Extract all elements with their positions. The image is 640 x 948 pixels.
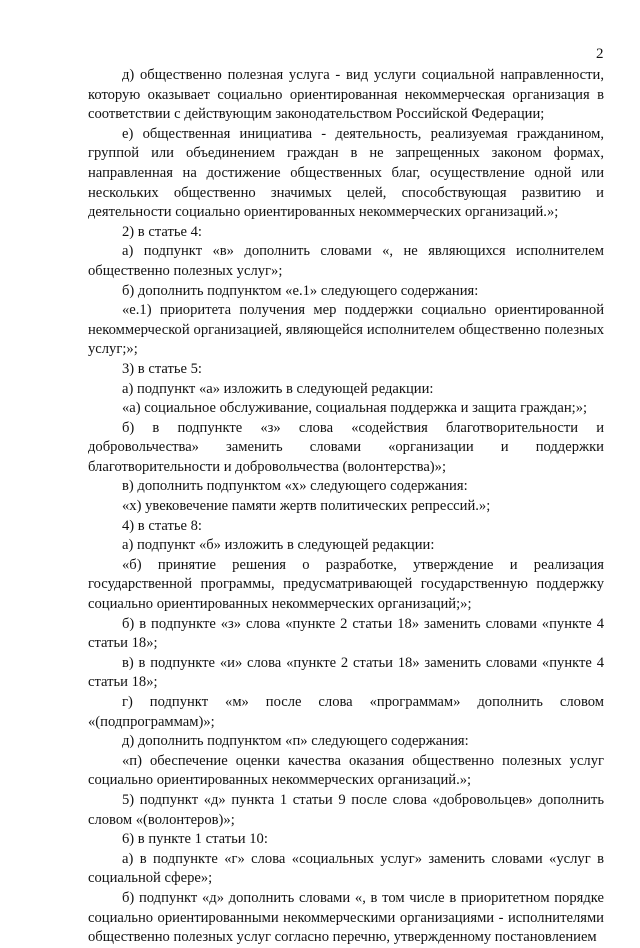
paragraph: «х) увековечение памяти жертв политических репрессий.»; bbox=[122, 498, 491, 515]
document-body bbox=[88, 66, 604, 948]
paragraph: 3) в статье 5: bbox=[122, 360, 202, 377]
paragraph: 4) в статье 8: bbox=[122, 517, 202, 534]
paragraph: а) подпункт «в» дополнить словами «, не являющихся исполнителем общественно полезных услуг»; bbox=[88, 243, 604, 279]
paragraph: 6) в пункте 1 статьи 10: bbox=[122, 831, 268, 848]
paragraph: г) подпункт «м» после слова «программам» дополнить словом «(подпрограммам)»; bbox=[88, 694, 604, 730]
paragraph: е) общественная инициатива - деятельность, реализуемая гражданином, группой или объединением граждан в не запрещенных законом формах, направленная на достижение общественных благ, осуществление одной или нескольких общественно значимых целей, способствующая развитию и деятельности социально ориентированных некоммерческих организаций.»; bbox=[88, 125, 604, 221]
paragraph: в) в подпункте «и» слова «пункте 2 статьи 18» заменить словами «пункте 4 статьи 18»; bbox=[88, 654, 604, 691]
paragraph: 2) в статье 4: bbox=[122, 223, 202, 240]
paragraph: б) в подпункте «з» слова «пункте 2 статьи 18» заменить словами «пункте 4 статьи 18»; bbox=[88, 615, 604, 652]
paragraph: а) в подпункте «г» слова «социальных услуг» заменить словами «услуг в социальной сфере»; bbox=[88, 850, 604, 887]
paragraph: в) дополнить подпунктом «х» следующего содержания: bbox=[122, 478, 468, 495]
paragraph: «п) обеспечение оценки качества оказания общественно полезных услуг социально ориентированных некоммерческих организаций.»; bbox=[88, 752, 604, 789]
paragraph: д) дополнить подпунктом «п» следующего содержания: bbox=[122, 733, 469, 750]
paragraph: «б) принятие решения о разработке, утверждение и реализация государственной программы, предусматривающей государственную поддержку социально ориентированных некоммерческих организаций;»; bbox=[88, 556, 604, 613]
paragraph: д) общественно полезная услуга - вид услуги социальной направленности, которую оказывает социально ориентированная некоммерческая организация в соответствии с действующим законодательством Российской Федерации; bbox=[88, 67, 604, 123]
paragraph: 5) подпункт «д» пункта 1 статьи 9 после слова «добровольцев» дополнить словом «(волонтеров)»; bbox=[88, 791, 604, 828]
paragraph: б) дополнить подпунктом «е.1» следующего содержания: bbox=[122, 282, 479, 299]
paragraph: б) подпункт «д» дополнить словами «, в том числе в приоритетном порядке социально ориентированными некоммерческими организациями - исполнителями общественно полезных услуг согласно перечню, утвержденному постановлением bbox=[88, 889, 604, 946]
paragraph: «а) социальное обслуживание, социальная поддержка и защита граждан;»; bbox=[122, 400, 588, 417]
page-number: 2 bbox=[596, 46, 604, 62]
paragraph: а) подпункт «а» изложить в следующей редакции: bbox=[122, 380, 434, 397]
paragraph: «е.1) приоритета получения мер поддержки социально ориентированной некоммерческой организацией, являющейся исполнителем общественно полезных услуг;»; bbox=[88, 302, 604, 358]
paragraph: б) в подпункте «з» слова «содействия благотворительности и добровольчества» заменить словами «организации и поддержки благотворительности и добровольчества (волонтерства)»; bbox=[88, 419, 604, 475]
paragraph: а) подпункт «б» изложить в следующей редакции: bbox=[122, 537, 435, 554]
